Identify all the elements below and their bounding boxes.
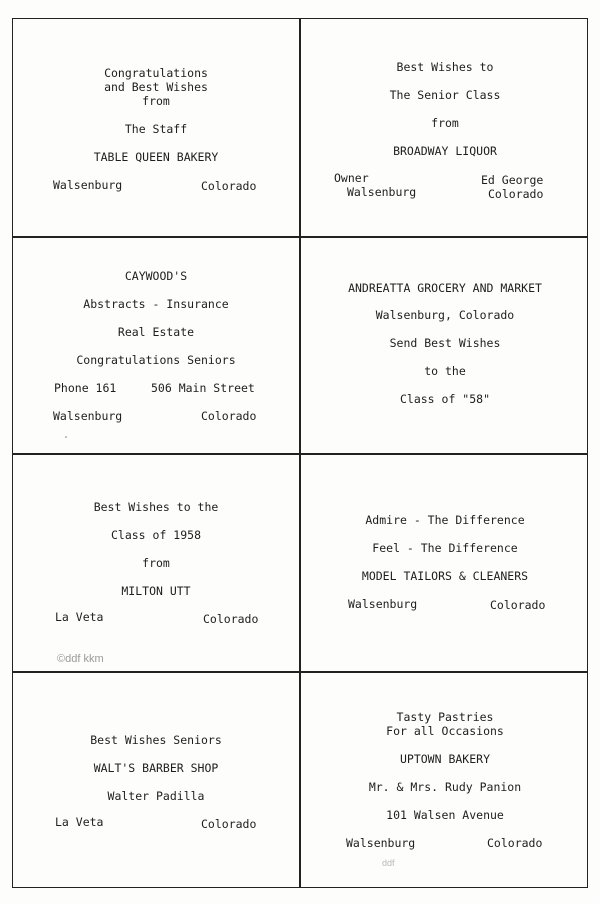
ad-town: Walsenburg xyxy=(348,597,418,611)
ad-line: Abstracts - Insurance xyxy=(83,297,229,311)
ad-town: Walsenburg xyxy=(53,178,123,192)
ad-line: Walter Padilla xyxy=(107,789,205,803)
watermark: ©ddf kkm xyxy=(57,653,104,665)
ad-town: Walsenburg xyxy=(347,185,417,199)
ad-grid xyxy=(12,18,588,888)
ad-line: Feel - The Difference xyxy=(372,541,518,555)
ad-address: 101 Walsen Avenue xyxy=(386,808,504,822)
ad-line: Best Wishes to the xyxy=(93,500,219,514)
business-name: MILTON UTT xyxy=(121,584,191,598)
business-name: ANDREATTA GROCERY AND MARKET xyxy=(348,281,542,295)
ad-state: Colorado xyxy=(201,409,257,423)
ad-line: The Senior Class xyxy=(389,88,501,102)
watermark-small: ddf xyxy=(382,858,395,868)
ad-line: Class of 1958 xyxy=(110,528,201,542)
ad-line: Tasty Pastries xyxy=(396,710,494,724)
business-name: CAYWOOD'S xyxy=(124,269,188,283)
business-name: TABLE QUEEN BAKERY xyxy=(93,150,219,164)
ad-line: to the xyxy=(424,364,466,378)
ad-line: For all Occasions xyxy=(386,724,504,738)
ad-caywoods xyxy=(13,238,299,453)
ad-line: The Staff xyxy=(124,122,188,136)
ad-table-queen-bakery xyxy=(13,19,299,236)
ad-model-tailors xyxy=(301,455,589,671)
ad-broadway-liquor xyxy=(301,19,589,236)
ad-town: Walsenburg xyxy=(346,836,416,850)
paper-speck xyxy=(65,436,67,438)
ad-address: 506 Main Street xyxy=(151,381,255,395)
ad-state: Colorado xyxy=(490,598,546,612)
ad-uptown-bakery xyxy=(301,673,589,887)
ad-line: Walsenburg, Colorado xyxy=(375,308,515,322)
ad-state: Colorado xyxy=(488,187,544,201)
business-name: MODEL TAILORS & CLEANERS xyxy=(361,569,529,583)
ad-line: Mr. & Mrs. Rudy Panion xyxy=(368,780,522,794)
ad-town: La Veta xyxy=(55,610,104,624)
business-name: WALT'S BARBER SHOP xyxy=(93,761,219,775)
ad-state: Colorado xyxy=(201,179,257,193)
ad-line: Real Estate xyxy=(117,325,195,339)
ad-town: Walsenburg xyxy=(53,409,123,423)
business-name: BROADWAY LIQUOR xyxy=(393,144,497,158)
ad-owner-name: Ed George xyxy=(481,173,544,187)
ad-line: Send Best Wishes xyxy=(389,336,501,350)
ad-state: Colorado xyxy=(201,817,257,831)
ad-line: from xyxy=(142,94,170,108)
ad-line: from xyxy=(142,556,170,570)
ad-andreatta-grocery xyxy=(301,238,589,453)
ad-milton-utt xyxy=(13,455,299,671)
ad-owner-label: Owner xyxy=(334,171,369,185)
ad-line: Class of "58" xyxy=(399,392,490,406)
ad-state: Colorado xyxy=(203,612,259,626)
business-name: UPTOWN BAKERY xyxy=(399,752,490,766)
ad-line: Best Wishes to xyxy=(396,60,494,74)
ad-state: Colorado xyxy=(487,836,543,850)
ad-line: from xyxy=(431,116,459,130)
ad-line: Best Wishes Seniors xyxy=(90,733,222,747)
ad-town: La Veta xyxy=(55,815,104,829)
ad-line: and Best Wishes xyxy=(104,80,208,94)
ad-line: Congratulations xyxy=(104,66,208,80)
ad-phone: Phone 161 xyxy=(54,381,117,395)
ad-line: Congratulations Seniors xyxy=(76,353,236,367)
ad-line: Admire - The Difference xyxy=(365,513,525,527)
ad-walts-barber-shop xyxy=(13,673,299,887)
